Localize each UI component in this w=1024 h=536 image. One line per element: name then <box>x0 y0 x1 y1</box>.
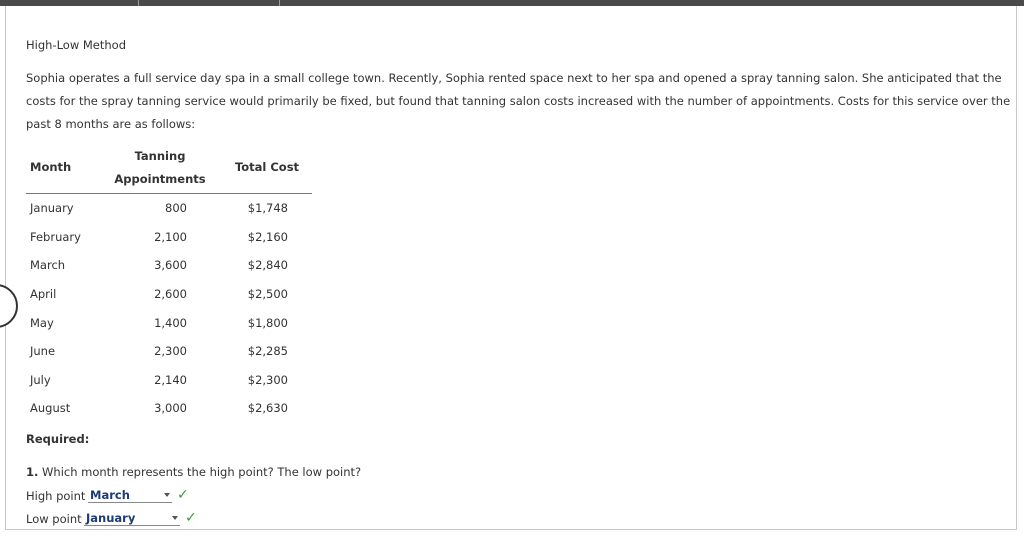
cell-total-cost: $2,285 <box>247 344 288 358</box>
table-row <box>0 230 320 250</box>
cell-appointments: 2,300 <box>154 344 187 358</box>
cell-appointments: 1,400 <box>154 316 187 330</box>
cell-appointments: 2,600 <box>154 287 187 301</box>
cell-month: May <box>30 316 54 330</box>
table-row <box>0 316 320 336</box>
cell-month: July <box>30 373 51 387</box>
cell-month: March <box>30 258 66 272</box>
cell-total-cost: $2,300 <box>247 373 288 387</box>
col-header-month: Month <box>30 160 72 174</box>
table-row <box>0 287 320 307</box>
header-divider <box>26 193 312 194</box>
cell-appointments: 800 <box>165 201 187 215</box>
low-point-row <box>26 511 226 529</box>
table-row <box>0 401 320 421</box>
high-point-selected-value: March <box>90 488 130 502</box>
cell-total-cost: $2,840 <box>247 258 288 272</box>
problem-description: Sophia operates a full service day spa in a small college town. Recently, Sophia rented space next to her spa and opened a spray tanning salon. She anticipated that the costs for the spray tanning service would primarily be fixed, but found that tanning salon costs increased with the number of appointments. Costs for this service over the past 8 months are as follows: <box>26 71 1011 131</box>
question-text: Which month represents the high point? The low point? <box>42 465 362 479</box>
chevron-down-icon <box>172 516 178 520</box>
cell-total-cost: $2,630 <box>247 401 288 415</box>
question-number: 1. <box>26 465 39 479</box>
cell-month: June <box>30 344 56 358</box>
cell-month: August <box>30 401 71 415</box>
table-row <box>0 258 320 278</box>
low-point-selected-value: January <box>86 511 136 525</box>
cell-appointments: 3,600 <box>154 258 187 272</box>
checkmark-icon: ✓ <box>177 487 189 503</box>
chevron-down-icon <box>164 493 170 497</box>
col-header-total-cost: Total Cost <box>234 160 300 174</box>
low-point-select[interactable] <box>84 511 180 526</box>
page-title: High-Low Method <box>26 38 127 52</box>
cell-total-cost: $1,800 <box>247 316 288 330</box>
high-point-row <box>26 488 226 506</box>
col-header-appointments-line1: Tanning <box>134 149 186 163</box>
table-row <box>0 201 320 221</box>
cell-month: April <box>30 287 57 301</box>
high-point-select[interactable] <box>88 488 172 503</box>
cell-appointments: 3,000 <box>154 401 187 415</box>
required-heading: Required: <box>26 432 90 446</box>
col-header-appointments-line2: Appointments <box>114 172 206 186</box>
checkmark-icon: ✓ <box>185 510 197 526</box>
cell-total-cost: $2,500 <box>247 287 288 301</box>
question-1 <box>26 465 361 479</box>
low-point-label: Low point <box>26 512 82 526</box>
cell-total-cost: $1,748 <box>247 201 288 215</box>
cell-appointments: 2,100 <box>154 230 187 244</box>
high-point-label: High point <box>26 489 86 503</box>
cell-appointments: 2,140 <box>154 373 187 387</box>
table-row <box>0 344 320 364</box>
cell-month: February <box>30 230 81 244</box>
cell-total-cost: $2,160 <box>247 230 288 244</box>
table-row <box>0 373 320 393</box>
cell-month: January <box>30 201 74 215</box>
